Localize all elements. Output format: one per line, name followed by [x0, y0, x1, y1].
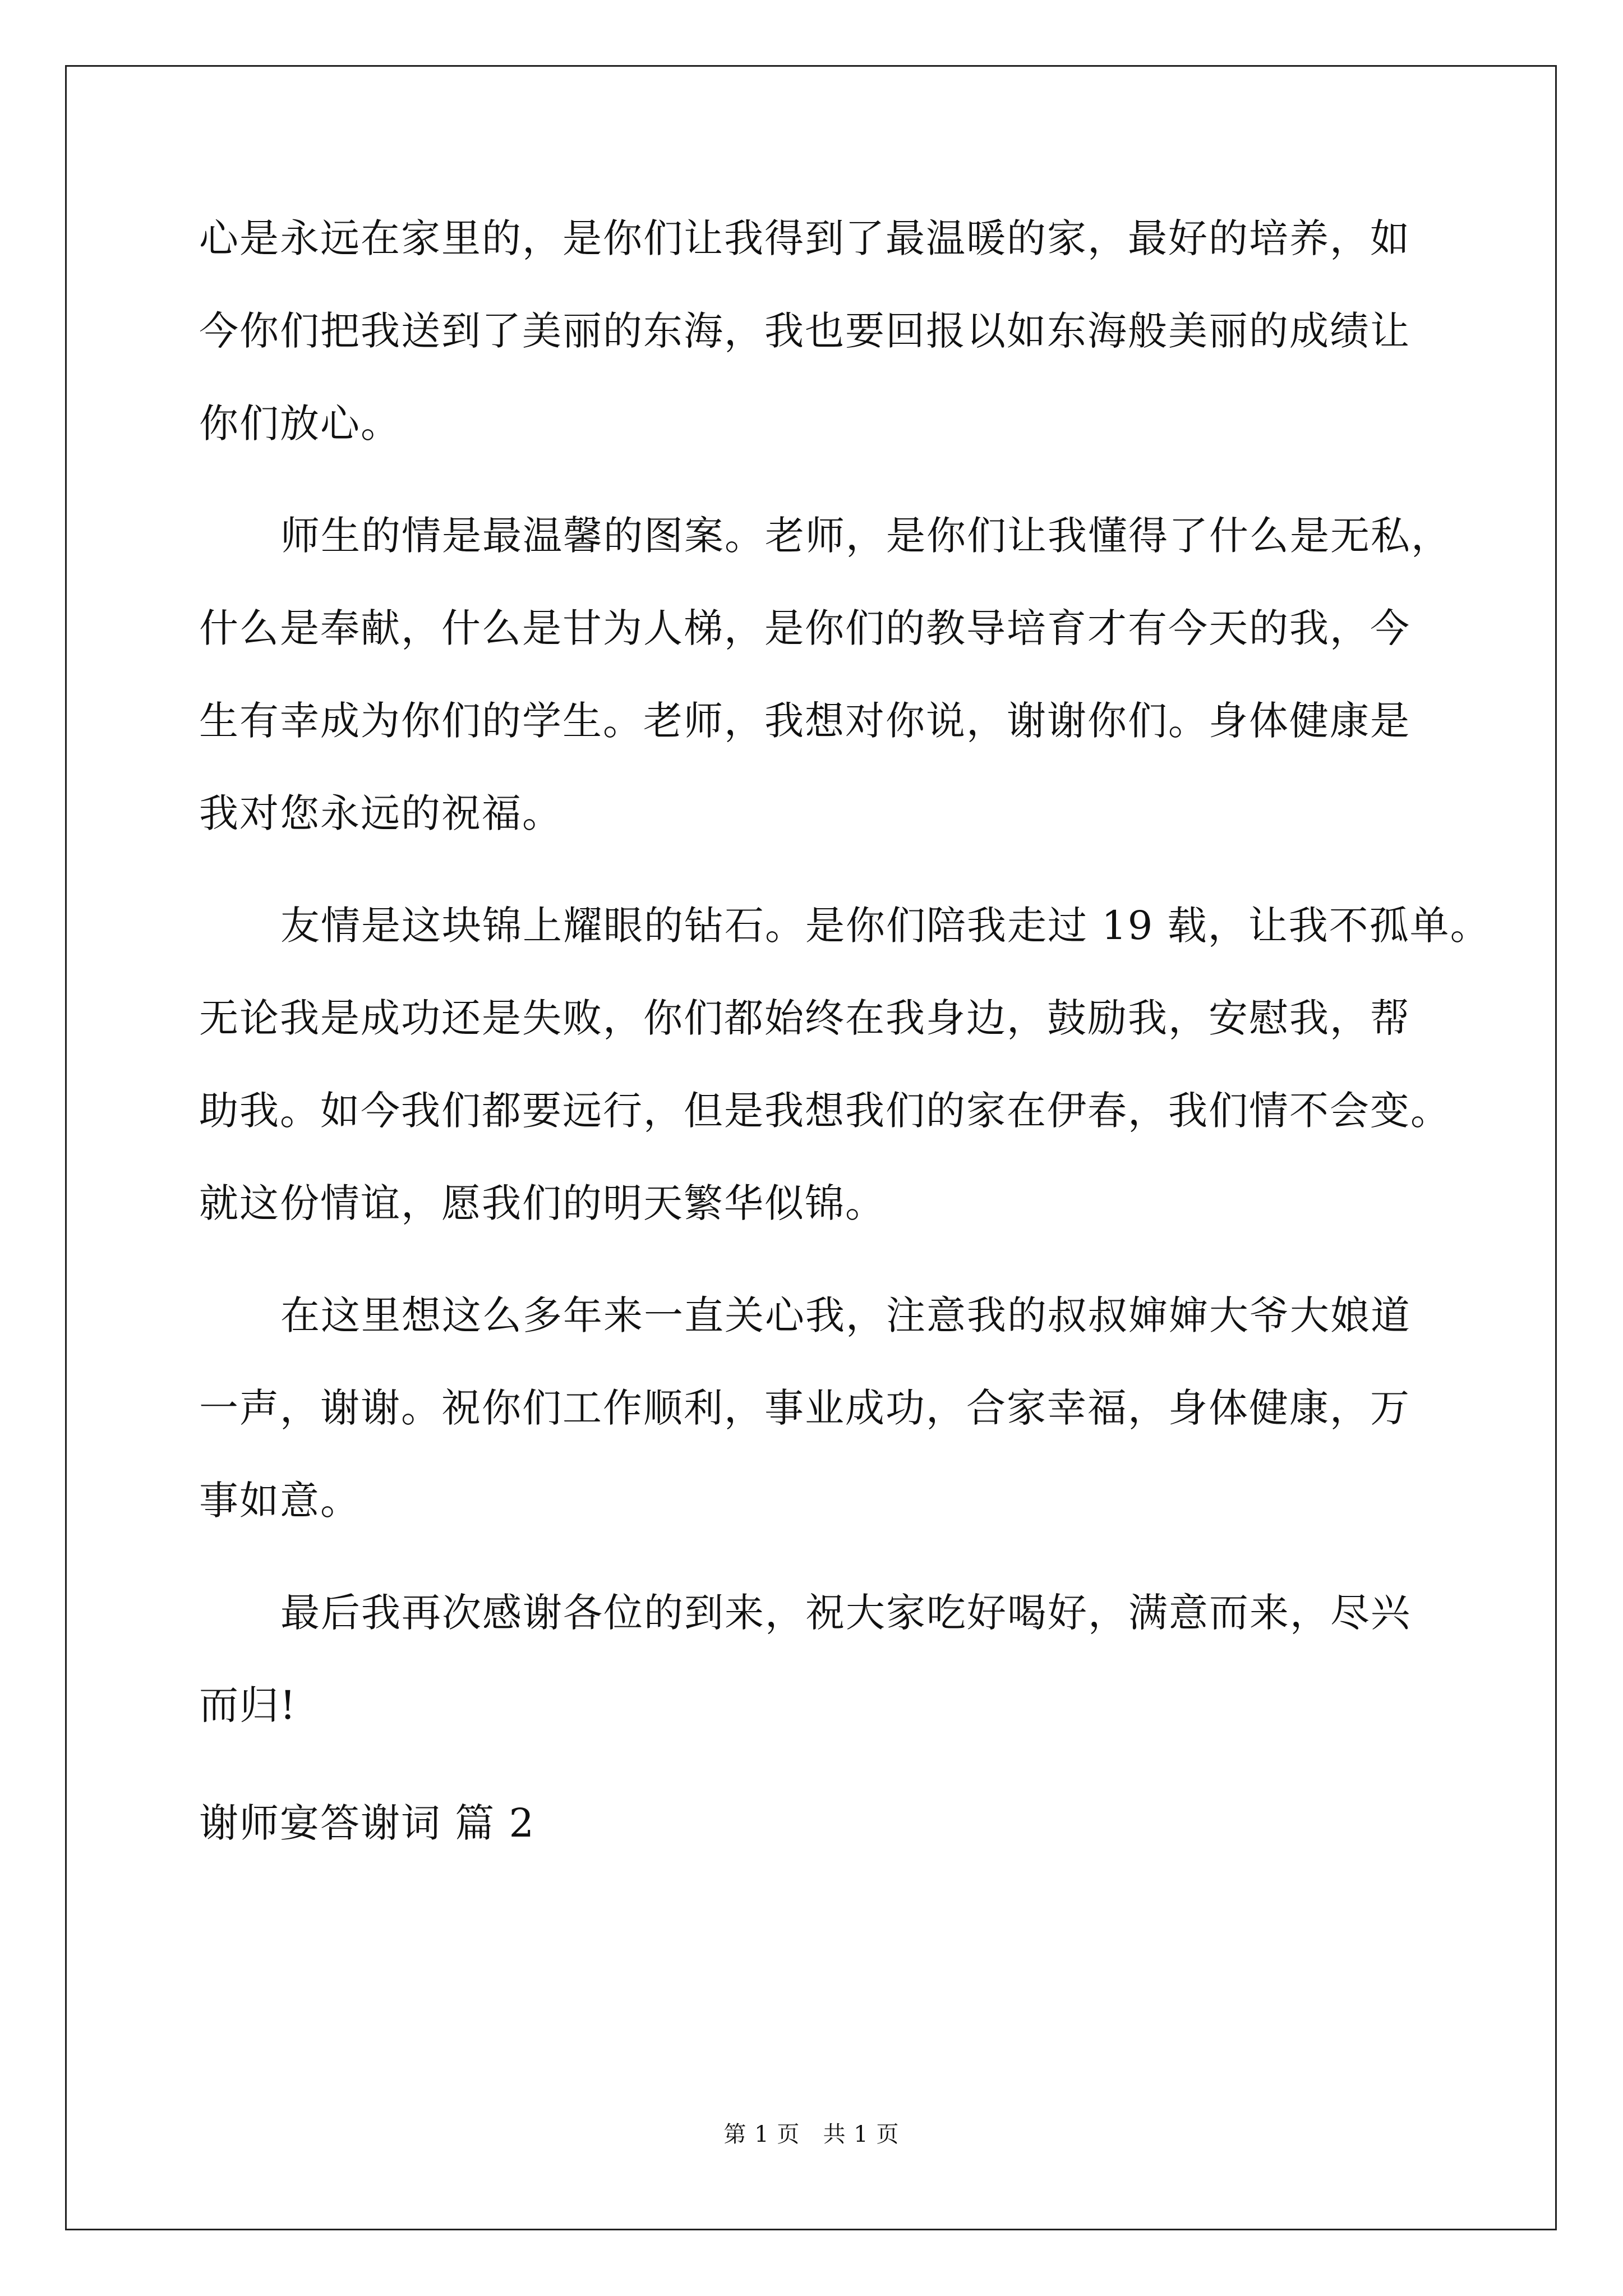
paragraph-line: 而归!: [199, 1682, 297, 1728]
paragraph-line: 助我。如今我们都要远行，但是我想我们的家在伊春，我们情不会变。: [199, 1088, 1451, 1134]
paragraph-line: 生有幸成为你们的学生。老师，我想对你说，谢谢你们。身体健康是: [199, 698, 1410, 744]
page-frame: [65, 65, 1557, 2230]
paragraph-line: 无论我是成功还是失败，你们都始终在我身边，鼓励我，安慰我，帮: [199, 995, 1410, 1041]
paragraph-line: 一声，谢谢。祝你们工作顺利，事业成功，合家幸福，身体健康，万: [199, 1385, 1410, 1431]
paragraph-line: 最后我再次感谢各位的到来，祝大家吃好喝好，满意而来，尽兴: [280, 1590, 1411, 1636]
page-footer: [0, 2120, 1623, 2148]
section-heading: 谢师宴答谢词 篇 2: [199, 1800, 536, 1846]
paragraph-line: 友情是这块锦上耀眼的钻石。是你们陪我走过 19 载，让我不孤单。: [280, 903, 1491, 949]
paragraph-line: 心是永远在家里的，是你们让我得到了最温暖的家，最好的培养，如: [199, 215, 1410, 261]
page-number: 第 1 页 共 1 页: [723, 2122, 900, 2147]
paragraph-line: 今你们把我送到了美丽的东海，我也要回报以如东海般美丽的成绩让: [199, 308, 1410, 354]
paragraph-line: 什么是奉献，什么是甘为人梯，是你们的教导培育才有今天的我，今: [199, 605, 1410, 651]
paragraph-line: 你们放心。: [199, 401, 401, 447]
paragraph-line: 在这里想这么多年来一直关心我，注意我的叔叔婶婶大爷大娘道: [280, 1292, 1411, 1338]
paragraph-line: 就这份情谊，愿我们的明天繁华似锦。: [199, 1180, 886, 1226]
paragraph-line: 师生的情是最温馨的图案。老师，是你们让我懂得了什么是无私，: [280, 513, 1451, 559]
paragraph-line: 事如意。: [199, 1478, 361, 1524]
paragraph-line: 我对您永远的祝福。: [199, 790, 562, 836]
